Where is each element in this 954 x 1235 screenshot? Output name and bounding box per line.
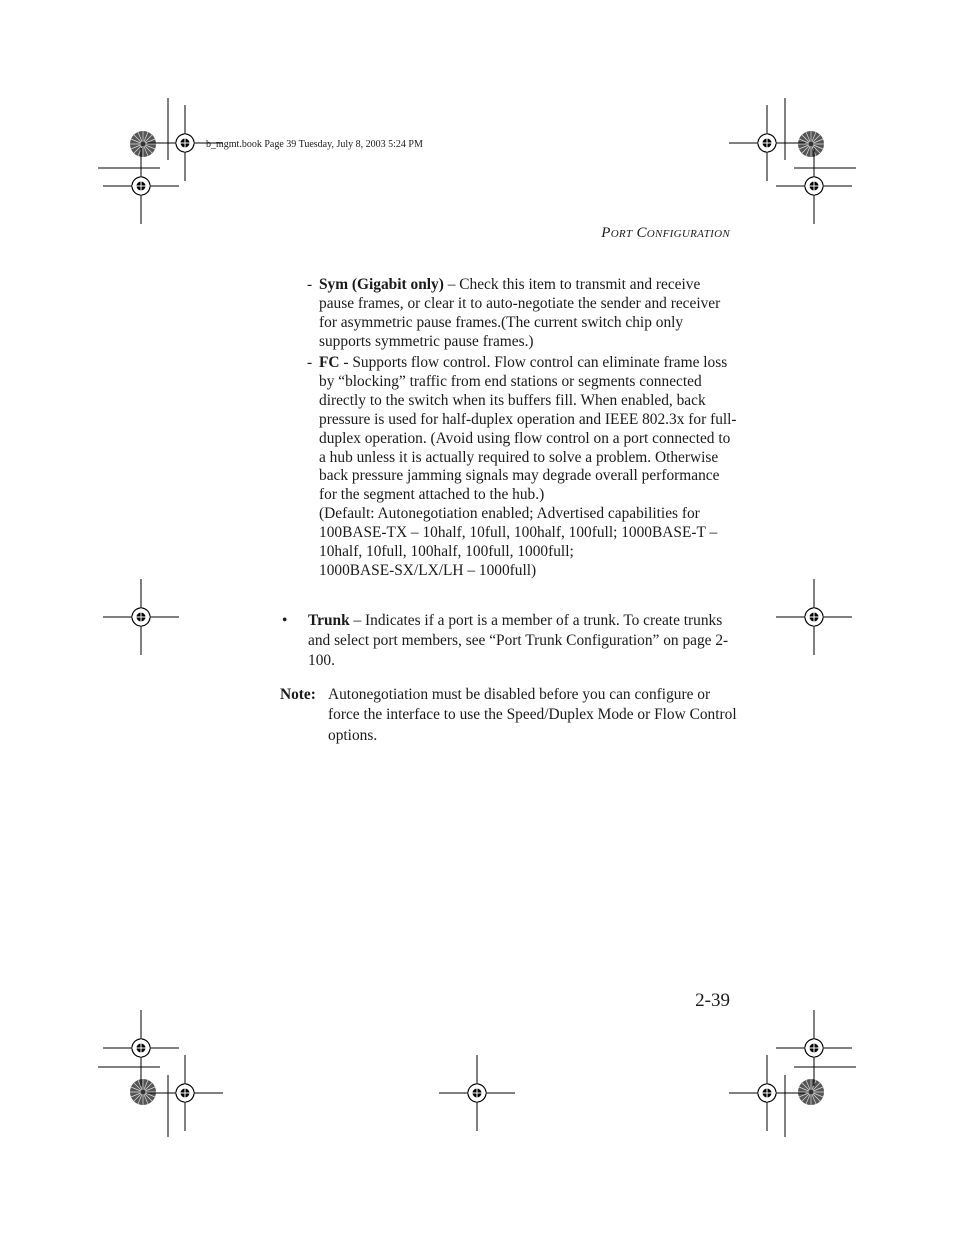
default-settings-line-2: 100BASE-TX – 10half, 10full, 100half, 100full; 1000BASE-T –: [319, 524, 718, 542]
page-number: 2-39: [695, 990, 730, 1011]
list-item-text: [319, 276, 737, 352]
note-block: [280, 685, 740, 746]
list-item-trunk: [282, 611, 737, 672]
dash-marker: -: [307, 354, 313, 371]
note-text: Autonegotiation must be disabled before you can configure or force the interface to use the Speed/Duplex Mode or Flow Control options.: [328, 686, 737, 744]
star-target-bottom-left: [130, 1079, 156, 1105]
list-item-fc: [307, 354, 737, 581]
term-trunk: Trunk: [308, 612, 350, 629]
star-target-top-left: [130, 131, 156, 157]
list-item-sym: [307, 276, 737, 352]
registration-mark-top-right-h: [729, 105, 805, 181]
desc-trunk: – Indicates if a port is a member of a trunk. To create trunks and select port members, see “Port Trunk Configuration” on page 2-100.: [308, 612, 729, 670]
running-head-cap-1: P: [601, 225, 611, 241]
registration-mark-bottom-center: [439, 1055, 515, 1131]
default-settings-line-3: 10half, 10full, 100half, 100full, 1000full;: [319, 543, 574, 561]
crop-lines-top: [98, 98, 856, 168]
default-settings-line-1: (Default: Autonegotiation enabled; Advertised capabilities for: [319, 505, 700, 523]
dash-marker: -: [307, 276, 313, 293]
term-sym: Sym (Gigabit only): [319, 276, 444, 293]
desc-fc: - Supports flow control. Flow control can eliminate frame loss by “blocking” traffic from end stations or segments connected directly to the switch when its buffers fill. When enabled, back pressure is used for half-duplex operation and IEEE 802.3x for full-duplex operation. (Avoid using flow control on a port connected to a hub unless it is actually required to solve a problem. Otherwise back pressure jamming signals may degrade overall performance for the segment attached to the hub.): [319, 354, 737, 504]
list-item-text: [308, 611, 737, 672]
running-head-smallcaps-1: ORT: [610, 228, 633, 240]
book-file-info: b_mgmt.book Page 39 Tuesday, July 8, 2003 5:24 PM: [206, 139, 423, 150]
registration-mark-bottom-left-h: [147, 1055, 223, 1131]
registration-mark-mid-left: [103, 579, 179, 655]
registration-mark-mid-right: [776, 579, 852, 655]
running-head-cap-2: C: [636, 225, 647, 241]
registration-mark-bottom-right-v: [776, 1010, 852, 1086]
bullet-marker: •: [282, 612, 288, 629]
list-item-text: [319, 354, 737, 581]
registration-mark-bottom-left-v: [103, 1010, 179, 1086]
default-settings-line-4: 1000BASE-SX/LX/LH – 1000full): [319, 561, 537, 579]
star-target-bottom-right: [798, 1079, 824, 1105]
term-fc: FC: [319, 354, 340, 371]
registration-mark-bottom-right-h: [729, 1055, 805, 1131]
running-head-smallcaps-2: ONFIGURATION: [646, 228, 730, 240]
desc-sym: – Check this item to transmit and receive pause frames, or clear it to auto-negotiate the sender and receiver for asymmetric pause frames.(The current switch chip only supports symmetric pause frames.): [319, 276, 721, 350]
running-head: [601, 225, 730, 242]
note-label: Note:: [280, 686, 316, 703]
star-target-top-right: [798, 131, 824, 157]
registration-mark-top-right-v: [776, 148, 852, 224]
